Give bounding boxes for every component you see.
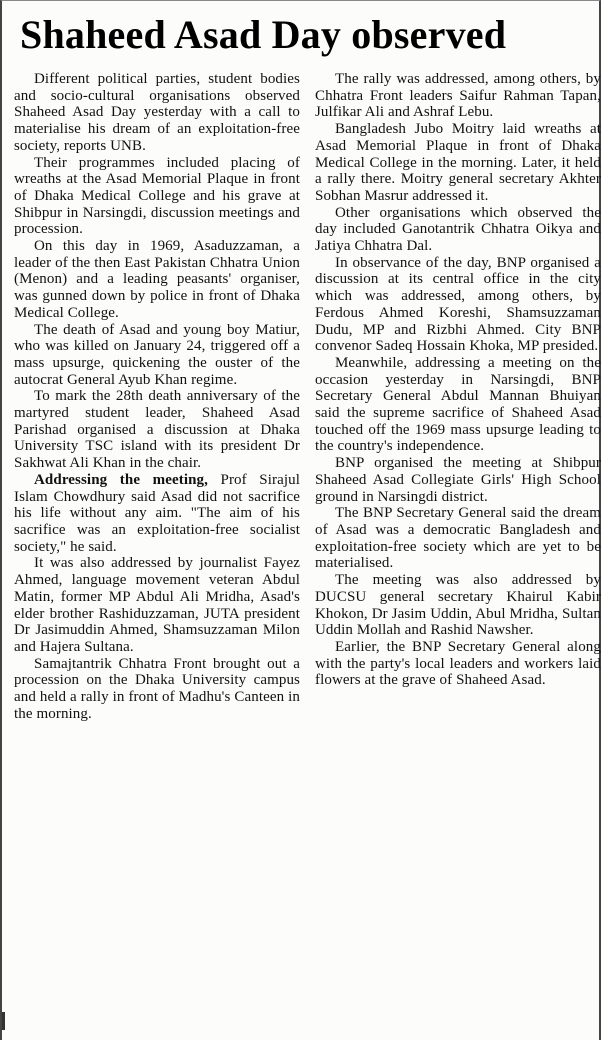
addressing-rest: Prof Sirajul Islam Chowdhury said Asad did not sacrifice his life without any aim. "The aim of his sacrifice was an exploitation-free socialist society," he said. <box>14 471 300 555</box>
paragraph: Bangladesh Jubo Moitry laid wreaths at Asad Memorial Plaque in front of Dhaka Medical College in the morning. Later, it held a rally there. Moitry general secretary Akhter Sobhan Masrur addressed it. <box>315 121 601 204</box>
paragraph: On this day in 1969, Asaduzzaman, a leader of the then East Pakistan Chhatra Union (Menon) and a leading peasants' organiser, was gunned down by police in front of Dhaka Medical College. <box>14 238 300 321</box>
paragraph: Samajtantrik Chhatra Front brought out a procession on the Dhaka University campus and held a rally in front of Madhu's Canteen in the morning. <box>14 655 300 722</box>
paragraph: Earlier, the BNP Secretary General along with the party's local leaders and workers laid flowers at the grave of Shaheed Asad. <box>315 638 601 689</box>
paragraph: The meeting was also addressed by DUCSU general secretary Khairul Kabir Khokon, Dr Jasim Uddin, Abul Mridha, Sultan Uddin Mollah and Rashid Nawsher. <box>315 572 601 639</box>
article-column-right <box>315 71 601 689</box>
paragraph: In observance of the day, BNP organised a discussion at its central office in the city which was addressed, among others, by Ferdous Ahmed Koreshi, Shamsuzzaman Dudu, MP and Rizbhi Ahmed. City BNP convenor Sadeq Hossain Khoka, MP presided. <box>315 254 601 355</box>
addressing-lead: Addressing the meeting, <box>34 471 208 488</box>
paragraph: The BNP Secretary General said the dream of Asad was a democratic Bangladesh and exploitation-free society which are yet to be materialised. <box>315 505 601 572</box>
scan-edge-mark <box>2 1012 5 1030</box>
paragraph: Other organisations which observed the day included Ganotantrik Chhatra Oikya and Jatiya Chhatra Dal. <box>315 204 601 255</box>
paragraph: BNP organised the meeting at Shibpur Shaheed Asad Collegiate Girls' High School ground in Narsingdi district. <box>315 455 601 505</box>
paragraph: The death of Asad and young boy Matiur, who was killed on January 24, triggered off a mass upsurge, quickening the ouster of the autocrat General Ayub Khan regime. <box>14 321 300 388</box>
paragraph: Different political parties, student bodies and socio-cultural organisations observed Shaheed Asad Day yesterday with a call to materialise his dream of an exploitation-free society, reports UNB. <box>14 71 300 154</box>
article-column-left <box>14 71 300 722</box>
paragraph: To mark the 28th death anniversary of the martyred student leader, Shaheed Asad Parishad organised a discussion at Dhaka University TSC island with its president Dr Sakhwat Ali Khan in the chair. <box>14 388 300 472</box>
paragraph: Meanwhile, addressing a meeting on the occasion yesterday in Narsingdi, BNP Secretary General Abdul Mannan Bhuiyan said the supreme sacrifice of Shaheed Asad touched off the 1969 mass upsurge leading to the country's independence. <box>315 354 601 455</box>
paragraph: The rally was addressed, among others, by Chhatra Front leaders Saifur Rahman Tapan, Julfikar Ali and Ashraf Lebu. <box>315 71 601 121</box>
article-headline: Shaheed Asad Day observed <box>20 12 507 57</box>
paragraph: Their programmes included placing of wreaths at the Asad Memorial Plaque in front of Dhaka Medical College and his grave at Shibpur in Narsingdi, discussion meetings and procession. <box>14 154 300 238</box>
paragraph: It was also addressed by journalist Fayez Ahmed, language movement veteran Abdul Matin, former MP Abdul Ali Mridha, Asad's elder brother Rashiduzzaman, JUTA president Dr Jasimuddin Ahmed, Shamsuzzaman Milon and Hajera Sultana. <box>14 555 300 655</box>
paragraph-addressing <box>14 472 300 556</box>
